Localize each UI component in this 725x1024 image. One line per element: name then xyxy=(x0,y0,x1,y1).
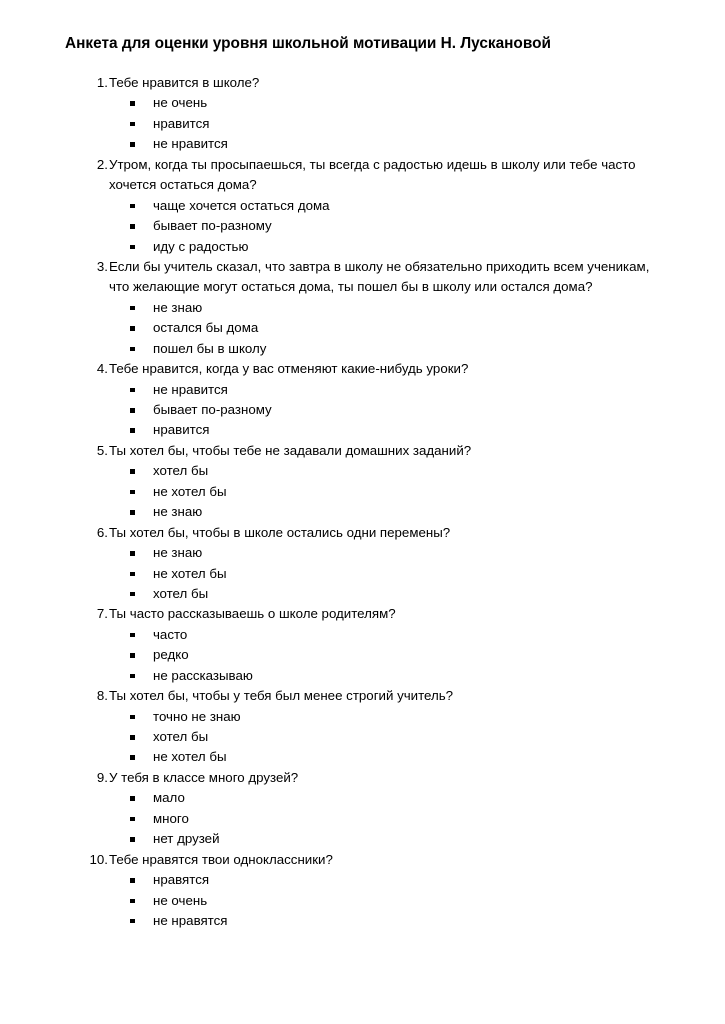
square-bullet-icon xyxy=(130,755,135,760)
question-text: Ты часто рассказываешь о школе родителям? xyxy=(109,606,396,622)
answer-options xyxy=(0,625,725,686)
page-title: Анкета для оценки уровня школьной мотивации Н. Лускановой xyxy=(65,35,551,52)
square-bullet-icon xyxy=(130,326,135,331)
question-text-continued: хочется остаться дома? xyxy=(109,177,257,193)
question-8 xyxy=(0,686,725,768)
square-bullet-icon xyxy=(130,592,135,597)
answer-option: нравится xyxy=(0,420,725,440)
answer-option: не хотел бы xyxy=(0,482,725,502)
question-text: Ты хотел бы, чтобы тебе не задавали домашних заданий? xyxy=(109,442,472,458)
answer-option: не хотел бы xyxy=(0,747,725,767)
question-text: Если бы учитель сказал, что завтра в школу не обязательно приходить всем ученикам, xyxy=(109,258,650,274)
question-number: 10. xyxy=(89,851,108,867)
question-text: Тебе нравятся твои одноклассники? xyxy=(109,851,333,867)
answer-option: хотел бы xyxy=(0,584,725,604)
answer-option: нравится xyxy=(0,114,725,134)
square-bullet-icon xyxy=(130,551,135,556)
square-bullet-icon xyxy=(130,919,135,924)
square-bullet-icon xyxy=(130,653,135,658)
question-3 xyxy=(0,257,725,359)
question-number: 7. xyxy=(96,606,108,622)
square-bullet-icon xyxy=(130,837,135,842)
square-bullet-icon xyxy=(130,388,135,393)
answer-option: точно не знаю xyxy=(0,707,725,727)
answer-option: пошел бы в школу xyxy=(0,339,725,359)
square-bullet-icon xyxy=(130,572,135,577)
question-1 xyxy=(0,73,725,155)
square-bullet-icon xyxy=(130,878,135,883)
square-bullet-icon xyxy=(130,122,135,127)
question-7 xyxy=(0,604,725,686)
answer-option: хотел бы xyxy=(0,461,725,481)
square-bullet-icon xyxy=(130,224,135,229)
answer-option: чаще хочется остаться дома xyxy=(0,196,725,216)
square-bullet-icon xyxy=(130,347,135,352)
question-4 xyxy=(0,359,725,441)
answer-options xyxy=(0,461,725,522)
answer-option: часто xyxy=(0,625,725,645)
answer-option: не хотел бы xyxy=(0,564,725,584)
answer-options xyxy=(0,93,725,154)
question-number: 6. xyxy=(96,524,108,540)
answer-option: много xyxy=(0,809,725,829)
question-number: 9. xyxy=(96,769,108,785)
question-2 xyxy=(0,155,725,257)
question-5 xyxy=(0,441,725,523)
answer-option: редко xyxy=(0,645,725,665)
question-10 xyxy=(0,850,725,932)
square-bullet-icon xyxy=(130,142,135,147)
answer-option: бывает по-разному xyxy=(0,400,725,420)
question-number: 4. xyxy=(96,361,108,377)
answer-option: бывает по-разному xyxy=(0,216,725,236)
answer-options xyxy=(0,707,725,768)
answer-option: не очень xyxy=(0,891,725,911)
question-list xyxy=(0,73,725,931)
square-bullet-icon xyxy=(130,306,135,311)
question-number: 1. xyxy=(96,75,108,90)
answer-options xyxy=(0,543,725,604)
answer-option: хотел бы xyxy=(0,727,725,747)
question-number: 2. xyxy=(96,156,108,172)
question-text-continued: что желающие могут остаться дома, ты пошел бы в школу или остался дома? xyxy=(109,279,593,295)
square-bullet-icon xyxy=(130,428,135,433)
answer-options xyxy=(0,196,725,257)
square-bullet-icon xyxy=(130,796,135,801)
square-bullet-icon xyxy=(130,817,135,822)
question-number: 3. xyxy=(96,258,108,274)
question-9 xyxy=(0,768,725,850)
answer-option: нет друзей xyxy=(0,829,725,849)
answer-option: не знаю xyxy=(0,298,725,318)
square-bullet-icon xyxy=(130,510,135,515)
question-text: Ты хотел бы, чтобы в школе остались одни перемены? xyxy=(109,524,451,540)
answer-options xyxy=(0,380,725,441)
question-text: Утром, когда ты просыпаешься, ты всегда с радостью идешь в школу или тебе часто xyxy=(109,156,636,172)
answer-options xyxy=(0,788,725,849)
question-number: 5. xyxy=(96,442,108,458)
answer-option: не очень xyxy=(0,93,725,113)
square-bullet-icon xyxy=(130,899,135,904)
square-bullet-icon xyxy=(130,204,135,209)
square-bullet-icon xyxy=(130,490,135,495)
square-bullet-icon xyxy=(130,408,135,413)
answer-option: не знаю xyxy=(0,543,725,563)
square-bullet-icon xyxy=(130,715,135,720)
square-bullet-icon xyxy=(130,674,135,679)
square-bullet-icon xyxy=(130,101,135,106)
answer-option: остался бы дома xyxy=(0,318,725,338)
question-text: Тебе нравится, когда у вас отменяют какие-нибудь уроки? xyxy=(109,361,469,377)
answer-option: не рассказываю xyxy=(0,666,725,686)
square-bullet-icon xyxy=(130,469,135,474)
question-text: Ты хотел бы, чтобы у тебя был менее строгий учитель? xyxy=(109,688,454,704)
square-bullet-icon xyxy=(130,245,135,250)
answer-option: нравятся xyxy=(0,870,725,890)
answer-option: не знаю xyxy=(0,502,725,522)
answer-option: мало xyxy=(0,788,725,808)
question-6 xyxy=(0,523,725,605)
question-text: У тебя в классе много друзей? xyxy=(109,769,299,785)
answer-options xyxy=(0,298,725,359)
question-number: 8. xyxy=(96,688,108,704)
square-bullet-icon xyxy=(130,633,135,638)
answer-option: иду с радостью xyxy=(0,237,725,257)
answer-option: не нравятся xyxy=(0,911,725,931)
square-bullet-icon xyxy=(130,735,135,740)
answer-option: не нравится xyxy=(0,380,725,400)
answer-options xyxy=(0,870,725,931)
question-text: Тебе нравится в школе? xyxy=(109,75,260,90)
answer-option: не нравится xyxy=(0,134,725,154)
